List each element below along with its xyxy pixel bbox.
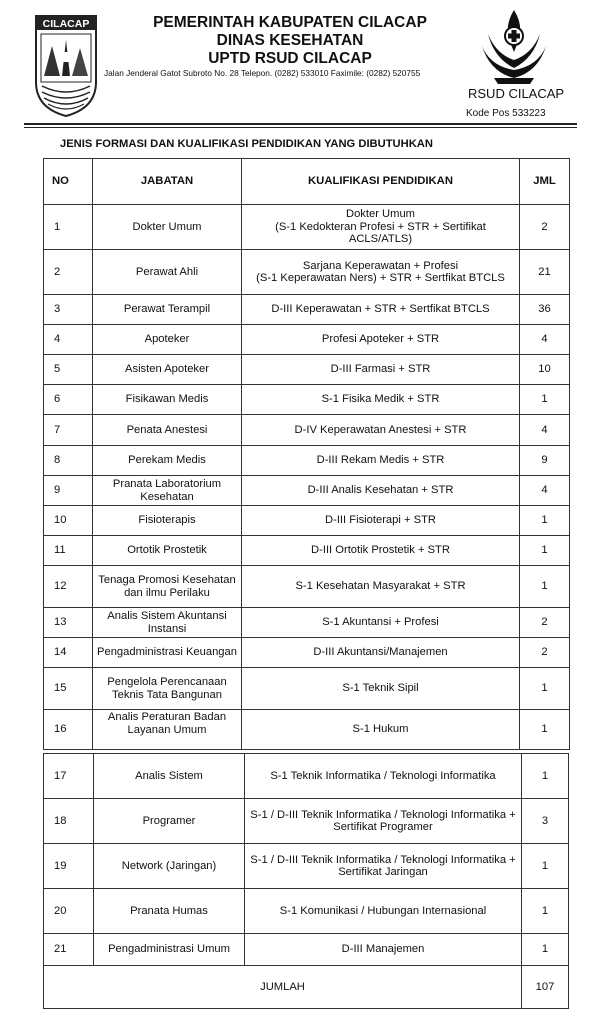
row-no: 18	[44, 799, 94, 844]
table-row	[44, 355, 570, 385]
row-jabatan-text: Analis Peraturan Badan Layanan Umum	[107, 711, 227, 736]
table-row	[44, 415, 570, 446]
table-row	[44, 889, 569, 934]
row-jml: 2	[520, 608, 570, 638]
row-kualifikasi: Dokter Umum (S-1 Kedokteran Profesi + STR + Sertifikat ACLS/ATLS)	[242, 205, 520, 250]
row-no: 4	[44, 325, 93, 355]
row-kualifikasi: D-III Farmasi + STR	[242, 355, 520, 385]
row-jml: 4	[520, 325, 570, 355]
row-jabatan	[93, 710, 242, 750]
row-jml: 21	[520, 250, 570, 295]
table-row	[44, 385, 570, 415]
table-row	[44, 934, 569, 966]
row-no: 15	[44, 668, 93, 710]
row-kualifikasi: D-III Akuntansi/Manajemen	[242, 638, 520, 668]
row-no: 9	[44, 476, 93, 506]
row-no: 6	[44, 385, 93, 415]
row-jml: 4	[520, 476, 570, 506]
table-row	[44, 638, 570, 668]
row-jml: 1	[520, 506, 570, 536]
row-kualifikasi: Sarjana Keperawatan + Profesi (S-1 Keperawatan Ners) + STR + Sertfikat BTCLS	[242, 250, 520, 295]
header-divider-thin	[24, 127, 577, 128]
row-jabatan: Network (Jaringan)	[94, 844, 245, 889]
row-jml: 1	[520, 710, 570, 750]
row-no: 10	[44, 506, 93, 536]
row-kualifikasi: D-IV Keperawatan Anestesi + STR	[242, 415, 520, 446]
row-no: 11	[44, 536, 93, 566]
row-no: 2	[44, 250, 93, 295]
row-kualifikasi: S-1 / D-III Teknik Informatika / Teknologi Informatika + Sertifikat Programer	[245, 799, 522, 844]
header-line-3: UPTD RSUD CILACAP	[208, 50, 372, 67]
row-jabatan: Apoteker	[93, 325, 242, 355]
header-jml: JML	[520, 159, 570, 205]
row-no: 1	[44, 205, 93, 250]
row-jabatan: Pengelola Perencanaan Teknis Tata Bangunan	[93, 668, 242, 710]
row-kualifikasi: D-III Manajemen	[245, 934, 522, 966]
row-kualifikasi: Profesi Apoteker + STR	[242, 325, 520, 355]
row-no: 17	[44, 754, 94, 799]
row-jabatan: Penata Anestesi	[93, 415, 242, 446]
header-address: Jalan Jenderal Gatot Subroto No. 28 Telepon. (0282) 533010 Faximile: (0282) 520755	[104, 68, 421, 78]
table-row	[44, 506, 570, 536]
row-jabatan: Pranata Laboratorium Kesehatan	[93, 476, 242, 506]
row-no: 13	[44, 608, 93, 638]
rsud-logo	[480, 6, 548, 86]
row-jabatan: Analis Sistem Akuntansi Instansi	[93, 608, 242, 638]
row-kualifikasi: S-1 Akuntansi + Profesi	[242, 608, 520, 638]
row-kualifikasi: D-III Analis Kesehatan + STR	[242, 476, 520, 506]
header-line-1: PEMERINTAH KABUPATEN CILACAP	[153, 14, 427, 31]
table-row	[44, 844, 569, 889]
table-row	[44, 250, 570, 295]
formation-table-part-2	[43, 753, 569, 1009]
table-row	[44, 536, 570, 566]
row-kualifikasi: S-1 Teknik Informatika / Teknologi Informatika	[245, 754, 522, 799]
row-jml: 1	[522, 934, 569, 966]
header-kualifikasi: KUALIFIKASI PENDIDIKAN	[242, 159, 520, 205]
row-no: 14	[44, 638, 93, 668]
row-kualifikasi: D-III Rekam Medis + STR	[242, 446, 520, 476]
row-jabatan: Tenaga Promosi Kesehatan dan ilmu Perilaku	[93, 566, 242, 608]
header-line-2: DINAS KESEHATAN	[216, 32, 364, 49]
row-jml: 1	[520, 536, 570, 566]
row-jabatan: Perekam Medis	[93, 446, 242, 476]
row-no: 21	[44, 934, 94, 966]
row-kualifikasi: D-III Keperawatan + STR + Sertfikat BTCLS	[242, 295, 520, 325]
document-title: JENIS FORMASI DAN KUALIFIKASI PENDIDIKAN YANG DIBUTUHKAN	[60, 138, 433, 150]
row-kualifikasi: S-1 Komunikasi / Hubungan Internasional	[245, 889, 522, 934]
row-no: 3	[44, 295, 93, 325]
row-kualifikasi: S-1 Hukum	[242, 710, 520, 750]
row-jml: 36	[520, 295, 570, 325]
row-jabatan: Perawat Ahli	[93, 250, 242, 295]
coat-of-arms-label: CILACAP	[42, 18, 90, 30]
row-jml: 9	[520, 446, 570, 476]
row-no: 20	[44, 889, 94, 934]
row-jabatan: Dokter Umum	[93, 205, 242, 250]
row-kualifikasi: D-III Fisioterapi + STR	[242, 506, 520, 536]
row-kualifikasi: S-1 Kesehatan Masyarakat + STR	[242, 566, 520, 608]
table-row	[44, 710, 570, 750]
row-jabatan: Fisioterapis	[93, 506, 242, 536]
table-row	[44, 799, 569, 844]
row-no: 8	[44, 446, 93, 476]
rsud-name: RSUD CILACAP	[468, 86, 565, 101]
row-jml: 2	[520, 638, 570, 668]
table-row	[44, 608, 570, 638]
table-row	[44, 446, 570, 476]
postal-code: Kode Pos 533223	[466, 108, 546, 119]
row-no: 7	[44, 415, 93, 446]
row-jml: 10	[520, 355, 570, 385]
header-no: NO	[44, 159, 93, 205]
row-jml: 1	[520, 668, 570, 710]
row-jml: 1	[522, 844, 569, 889]
row-jml: 2	[520, 205, 570, 250]
table-row	[44, 476, 570, 506]
table-header-row	[44, 159, 570, 205]
row-jabatan: Pranata Humas	[94, 889, 245, 934]
formation-table-part-1	[43, 158, 570, 750]
row-jabatan: Pengadministrasi Keuangan	[93, 638, 242, 668]
total-label: JUMLAH	[44, 966, 522, 1009]
table-row	[44, 325, 570, 355]
table-row	[44, 205, 570, 250]
row-jabatan: Programer	[94, 799, 245, 844]
total-value: 107	[522, 966, 569, 1009]
row-kualifikasi: S-1 Teknik Sipil	[242, 668, 520, 710]
row-kualifikasi: S-1 / D-III Teknik Informatika / Teknologi Informatika + Sertifikat Jaringan	[245, 844, 522, 889]
row-jabatan: Fisikawan Medis	[93, 385, 242, 415]
row-jml: 4	[520, 415, 570, 446]
row-jabatan: Pengadministrasi Umum	[94, 934, 245, 966]
row-jml: 1	[520, 566, 570, 608]
row-jml: 1	[520, 385, 570, 415]
table-row	[44, 754, 569, 799]
row-jml: 1	[522, 754, 569, 799]
table-row	[44, 295, 570, 325]
table-row	[44, 566, 570, 608]
row-jml: 3	[522, 799, 569, 844]
row-no: 19	[44, 844, 94, 889]
header-divider	[24, 123, 577, 125]
header-jabatan: JABATAN	[93, 159, 242, 205]
row-no: 16	[44, 710, 93, 750]
row-no: 12	[44, 566, 93, 608]
table-total-row	[44, 966, 569, 1009]
row-jabatan: Ortotik Prostetik	[93, 536, 242, 566]
row-jabatan: Analis Sistem	[94, 754, 245, 799]
row-jml: 1	[522, 889, 569, 934]
row-jabatan: Asisten Apoteker	[93, 355, 242, 385]
row-no: 5	[44, 355, 93, 385]
table-row	[44, 668, 570, 710]
row-kualifikasi: S-1 Fisika Medik + STR	[242, 385, 520, 415]
row-kualifikasi: D-III Ortotik Prostetik + STR	[242, 536, 520, 566]
cilacap-coat-of-arms	[32, 12, 100, 118]
row-jabatan: Perawat Terampil	[93, 295, 242, 325]
